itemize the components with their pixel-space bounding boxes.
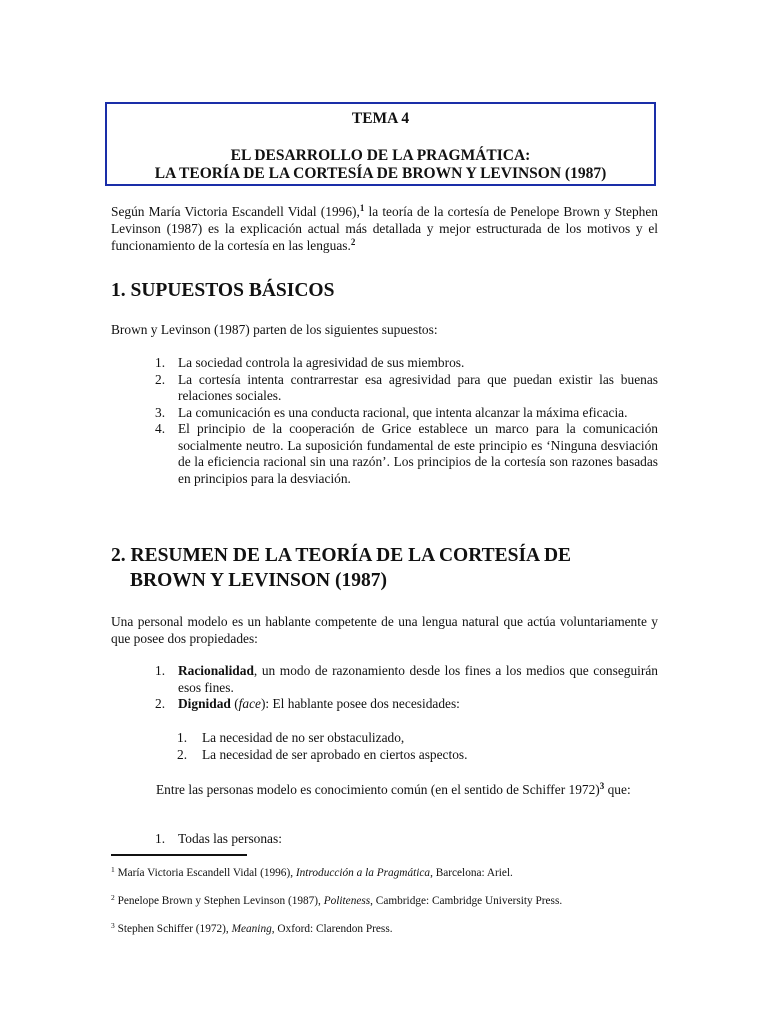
common-knowledge-paragraph xyxy=(111,781,658,798)
section-2-heading-line-1: 2. RESUMEN DE LA TEORÍA DE LA CORTESÍA DE xyxy=(111,545,572,566)
intro-text-1: Según María Victoria Escandell Vidal (1996), xyxy=(111,204,360,219)
list-item: 1. La necesidad de no ser obstaculizado, xyxy=(177,730,405,745)
footnote-2: $^2$ Penelope Brown y Stephen Levinson (1987), Politeness, Cambridge: Cambridge University Press. xyxy=(111,893,563,907)
section-1-heading: 1. SUPUESTOS BÁSICOS xyxy=(111,280,335,301)
footnote-ref-1[interactable]: 1 xyxy=(359,203,365,213)
persons-list xyxy=(150,831,658,848)
title-line-1: EL DESARROLLO DE LA PRAGMÁTICA: xyxy=(230,147,531,164)
intro-paragraph xyxy=(111,203,658,254)
list-item: 2. La cortesía intenta contrarrestar esa agresividad para que puedan existir las buenas relaciones sociales. xyxy=(155,371,658,403)
footnote-ref-2[interactable]: 2 xyxy=(350,237,356,247)
section-2-lead: Una personal modelo es un hablante competente de una lengua natural que actúa voluntariamente y que posee dos propiedades: xyxy=(111,614,658,646)
list-item: 2. La necesidad de ser aprobado en ciertos aspectos. xyxy=(177,746,468,762)
title-line-2: LA TEORÍA DE LA CORTESÍA DE BROWN Y LEVINSON (1987) xyxy=(154,165,607,182)
section-2-heading-line-2: BROWN Y LEVINSON (1987) xyxy=(130,570,387,591)
list-item: 1. Todas las personas: xyxy=(155,831,282,846)
list-item: 4. El principio de la cooperación de Grice establece un marco para la comunicación socialmente neutro. La suposición fundamental de este principio es ‘Ninguna desviación de la eficiencia racional sin una razón’. Los principios de la cortesía son razones basadas en principios para la desviación. xyxy=(155,421,658,486)
section-1-lead: Brown y Levinson (1987) parten de los siguientes supuestos: xyxy=(111,322,438,337)
assumptions-list xyxy=(150,355,658,487)
list-item: 3. La comunicación es una conducta racional, que intenta alcanzar la máxima eficacia. xyxy=(155,404,628,420)
footnote-separator xyxy=(111,854,247,856)
needs-list xyxy=(174,730,658,763)
list-item: 1. La sociedad controla la agresividad de sus miembros. xyxy=(155,355,465,370)
footnote-ref-3[interactable]: 3 xyxy=(599,781,605,791)
footnote-1: $^1$ María Victoria Escandell Vidal (1996), Introducción a la Pragmática, Barcelona: Ariel. xyxy=(111,865,513,879)
list-item: 2. Dignidad (face): El hablante posee dos necesidades: xyxy=(155,696,460,711)
intro-text-2: la teoría de la cortesía de Penelope Brown y Stephen Levinson (1987) es la explicación actual más detallada y mejor estructurada de los motivos y el funcionamiento de la cortesía en las lenguas. xyxy=(111,204,658,253)
common-text-2: que: xyxy=(604,782,631,797)
list-item: 1. Racionalidad, un modo de razonamiento desde los fines a los medios que conseguirán esos fines. xyxy=(155,663,658,695)
footnote-3: $^3$ Stephen Schiffer (1972), Meaning, Oxford: Clarendon Press. xyxy=(111,921,393,935)
tema-label: TEMA 4 xyxy=(351,110,410,127)
common-text-1: Entre las personas modelo es conocimiento común (en el sentido de Schiffer 1972) xyxy=(156,782,600,797)
title-box xyxy=(105,102,656,186)
properties-list xyxy=(150,663,658,713)
